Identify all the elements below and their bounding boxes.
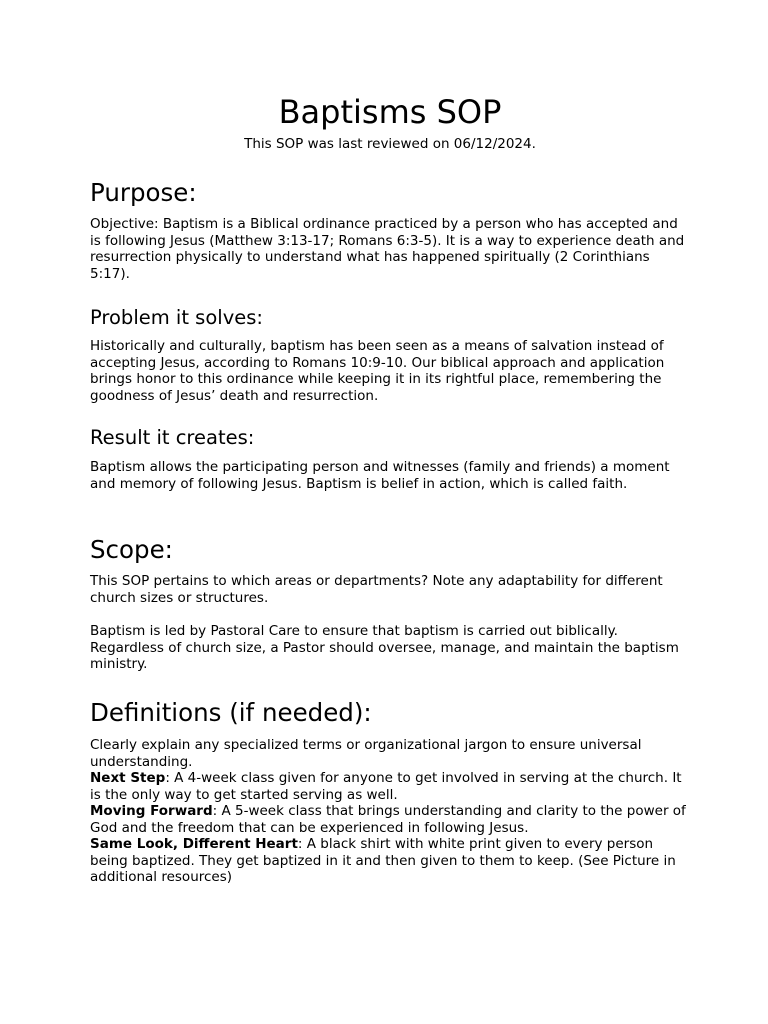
problem-text: Historically and culturally, baptism has been seen as a means of salvation instead of accepting Jesus, according to Romans 10:9-10. Our biblical approach and application brings honor to this ordinance while keeping it in its rightful place, remembering the goodness of Jesus’ death and resurrection.: [90, 338, 665, 404]
definition-text: : A 4-week class given for anyone to get involved in serving at the church. It is the only way to get started serving as well.: [90, 770, 682, 803]
definition-term: Moving Forward: [90, 803, 213, 819]
definition-item: [90, 803, 686, 836]
review-date-note: This SOP was last reviewed on 06/12/2024.: [244, 136, 536, 152]
definition-text: : A black shirt with white print given to every person being baptized. They get baptized in it and then given to them to keep. (See Picture in additional resources): [90, 836, 676, 885]
definition-item: [90, 836, 686, 886]
definition-term: Same Look, Different Heart: [90, 836, 298, 852]
purpose-text: Objective: Baptism is a Biblical ordinance practiced by a person who has accepted and is following Jesus (Matthew 3:13-17; Romans 6:3-5). It is a way to experience death and resurrection physically to understand what has happened spiritually (2 Corinthians 5:17).: [90, 216, 685, 282]
scope-prompt-text: This SOP pertains to which areas or departments? Note any adaptability for different church sizes or structures.: [90, 573, 663, 606]
result-text: Baptism allows the participating person and witnesses (family and friends) a moment and memory of following Jesus. Baptism is belief in action, which is called faith.: [90, 459, 670, 492]
document-title: Baptisms SOP: [278, 93, 502, 131]
definitions-intro: Clearly explain any specialized terms or organizational jargon to ensure universal understanding.: [90, 737, 642, 770]
definition-item: [90, 770, 686, 803]
problem-heading: Problem it solves:: [90, 306, 263, 329]
result-heading: Result it creates:: [90, 426, 255, 449]
scope-heading: Scope:: [90, 535, 173, 564]
definition-term: Next Step: [90, 770, 166, 786]
definitions-heading: Definitions (if needed):: [90, 698, 372, 727]
purpose-heading: Purpose:: [90, 178, 197, 207]
scope-text: Baptism is led by Pastoral Care to ensure that baptism is carried out biblically. Regardless of church size, a Pastor should oversee, manage, and maintain the baptism ministry.: [90, 623, 679, 672]
definition-text: : A 5-week class that brings understanding and clarity to the power of God and the freedom that can be experienced in following Jesus.: [90, 803, 686, 836]
